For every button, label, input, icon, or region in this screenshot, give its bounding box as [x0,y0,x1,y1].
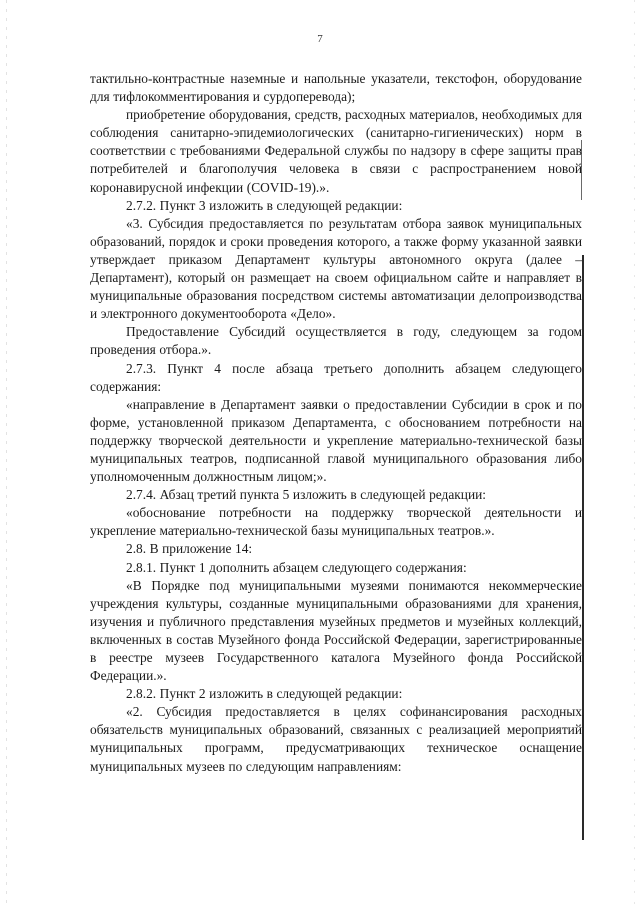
scan-edge-right [634,0,635,905]
paragraph-5: Предоставление Субсидий осуществляется в году, следующем за годом проведения отбора.». [90,324,582,358]
paragraph-1: тактильно-контрастные наземные и напольные указатели, текстофон, оборудование для тифлокомментирования и сурдоперевода); [90,71,582,105]
paragraph-6: 2.7.3. Пункт 4 после абзаца третьего дополнить абзацем следующего содержания: [90,360,582,394]
paragraph-7: «направление в Департамент заявки о предоставлении Субсидии в срок и по форме, установленной приказом Департамента, с обоснованием потребности на поддержку творческой деятельности и укрепление материально-технической базы муниципальных театров, подписанной главой муниципального образования либо уполномоченным должностным лицом;». [90,396,582,485]
paragraph-3: 2.7.2. Пункт 3 изложить в следующей редакции: [126,197,403,213]
paragraph-2: приобретение оборудования, средств, расходных материалов, необходимых для соблюдения санитарно-эпидемиологических (санитарно-гигиенических) норм в соответствии с требованиями Федеральной службы по надзору в сфере защиты прав потребителей и благополучия человека в связи с распространением новой коронавирусной инфекции (COVID-19).». [90,107,582,195]
scan-edge-left [6,0,7,905]
paragraph-11: 2.8.1. Пункт 1 дополнить абзацем следующего содержания: [126,559,467,575]
page-number: 7 [317,33,323,45]
paragraph-9: «обоснование потребности на поддержку творческой деятельности и укрепление материально-технической базы муниципальных театров.». [90,505,582,539]
paragraph-8: 2.7.4. Абзац третий пункта 5 изложить в следующей редакции: [126,487,487,503]
paragraph-12: «В Порядке под муниципальными музеями понимаются некоммерческие учреждения культуры, созданные муниципальными образованиями для хранения, изучения и публичного представления музейных предметов и музейных коллекций, включенных в состав Музейного фонда Российской Федерации, зарегистрированные в реестре музеев Государственного каталога Музейного фонда Российской Федерации.». [90,577,582,684]
paragraph-13: 2.8.2. Пункт 2 изложить в следующей редакции: [126,686,403,702]
paragraph-14: «2. Субсидия предоставляется в целях софинансирования расходных обязательств муниципальных образований, связанных с реализацией мероприятий муниципальных программ, предусматривающих техническое оснащение муниципальных музеев по следующим направлениям: [90,704,582,774]
scan-margin-line [582,255,584,840]
document-body [90,70,582,776]
paragraph-10: 2.8. В приложение 14: [126,541,253,557]
paragraph-4: «3. Субсидия предоставляется по результатам отбора заявок муниципальных образований, порядок и сроки проведения которого, а также форму указанной заявки утверждает приказом Департамент культуры автономного округа (далее – Департамент), который он размещает на своем официальном сайте и направляет в муниципальные образования посредством системы автоматизации делопроизводства и электронного документооборота «Дело». [90,215,582,322]
